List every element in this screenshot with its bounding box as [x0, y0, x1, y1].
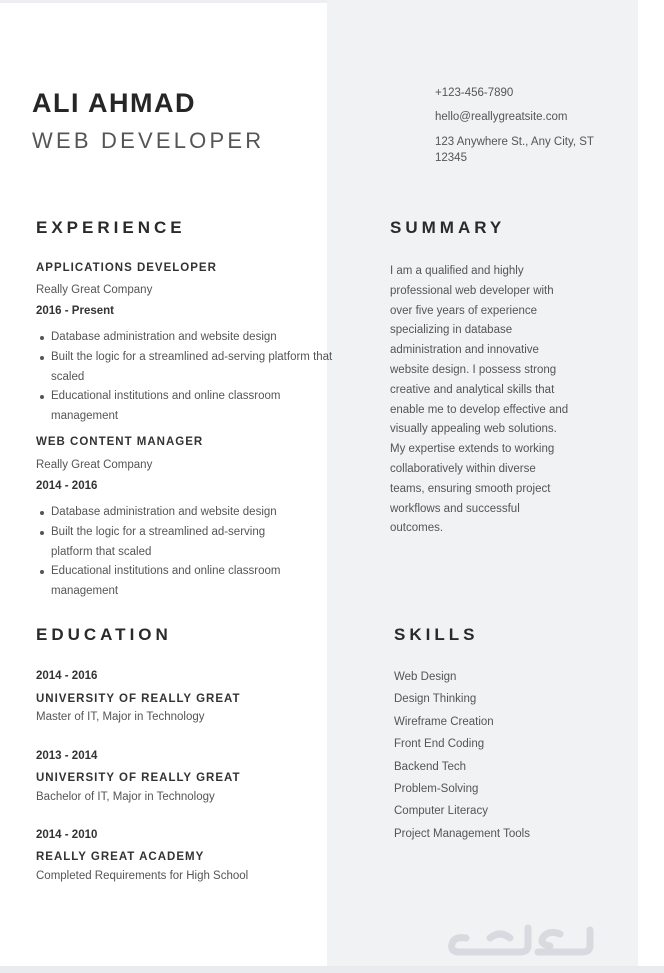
job-duty-item: Educational institutions and online classroom management	[51, 387, 341, 427]
summary-text: I am a qualified and highly professional web developer with over five years of experience specializing in database administration and innovative website design. I possess strong creative and analytical skills that enable me to develop effective and visually appealing web solutions. My expertise extends to working collaboratively within diverse teams, ensuring smooth project workflows and successful outcomes.	[390, 265, 569, 535]
job-title: WEB CONTENT MANAGER	[36, 436, 204, 448]
experience-heading: EXPERIENCE	[36, 218, 186, 237]
education-school: UNIVERSITY OF REALLY GREAT	[36, 772, 241, 784]
applicant-name: ALI AHMAD	[32, 88, 196, 118]
contact-phone: +123-456-7890	[435, 87, 514, 99]
job-dates: 2016 - Present	[36, 305, 114, 317]
skill-item: Design Thinking	[394, 693, 477, 706]
bottom-border	[0, 966, 664, 973]
skills-heading: SKILLS	[394, 625, 479, 644]
job-dates: 2014 - 2016	[36, 480, 98, 492]
education-degree: Completed Requirements for High School	[36, 870, 249, 882]
skills-list	[394, 666, 530, 845]
education-school: REALLY GREAT ACADEMY	[36, 851, 205, 863]
skill-item: Computer Literacy	[394, 805, 488, 818]
job-company: Really Great Company	[36, 284, 153, 296]
job-duties-list	[36, 503, 296, 602]
job-role: WEB DEVELOPER	[32, 128, 265, 153]
contact-email: hello@reallygreatsite.com	[435, 111, 568, 123]
education-dates: 2014 - 2010	[36, 829, 98, 841]
job-duty-item: Educational institutions and online classroom management	[51, 562, 296, 602]
job-company: Really Great Company	[36, 459, 153, 471]
skill-item: Wireframe Creation	[394, 715, 494, 728]
skill-item: Problem-Solving	[394, 783, 479, 796]
summary-heading: SUMMARY	[390, 218, 506, 237]
job-duty-item: Database administration and website design	[51, 503, 296, 523]
contact-address: 123 Anywhere St., Any City, ST 12345	[435, 136, 594, 164]
job-title: APPLICATIONS DEVELOPER	[36, 262, 217, 274]
right-margin	[638, 0, 664, 973]
education-school: UNIVERSITY OF REALLY GREAT	[36, 693, 241, 705]
watermark-logo	[440, 916, 600, 960]
skill-item: Backend Tech	[394, 760, 467, 773]
education-dates: 2014 - 2016	[36, 670, 98, 682]
job-duty-item: Database administration and website design	[51, 328, 341, 348]
skill-item: Web Design	[394, 671, 457, 683]
job-duties-list	[36, 328, 341, 427]
education-dates: 2013 - 2014	[36, 750, 98, 762]
education-heading: EDUCATION	[36, 625, 172, 644]
skill-item: Front End Coding	[394, 738, 485, 751]
skill-item: Project Management Tools	[394, 827, 530, 840]
job-duty-item: Built the logic for a streamlined ad-serving platform that scaled	[51, 523, 296, 563]
education-degree: Master of IT, Major in Technology	[36, 711, 205, 723]
education-degree: Bachelor of IT, Major in Technology	[36, 791, 215, 803]
job-duty-item: Built the logic for a streamlined ad-serving platform that scaled	[51, 348, 341, 388]
